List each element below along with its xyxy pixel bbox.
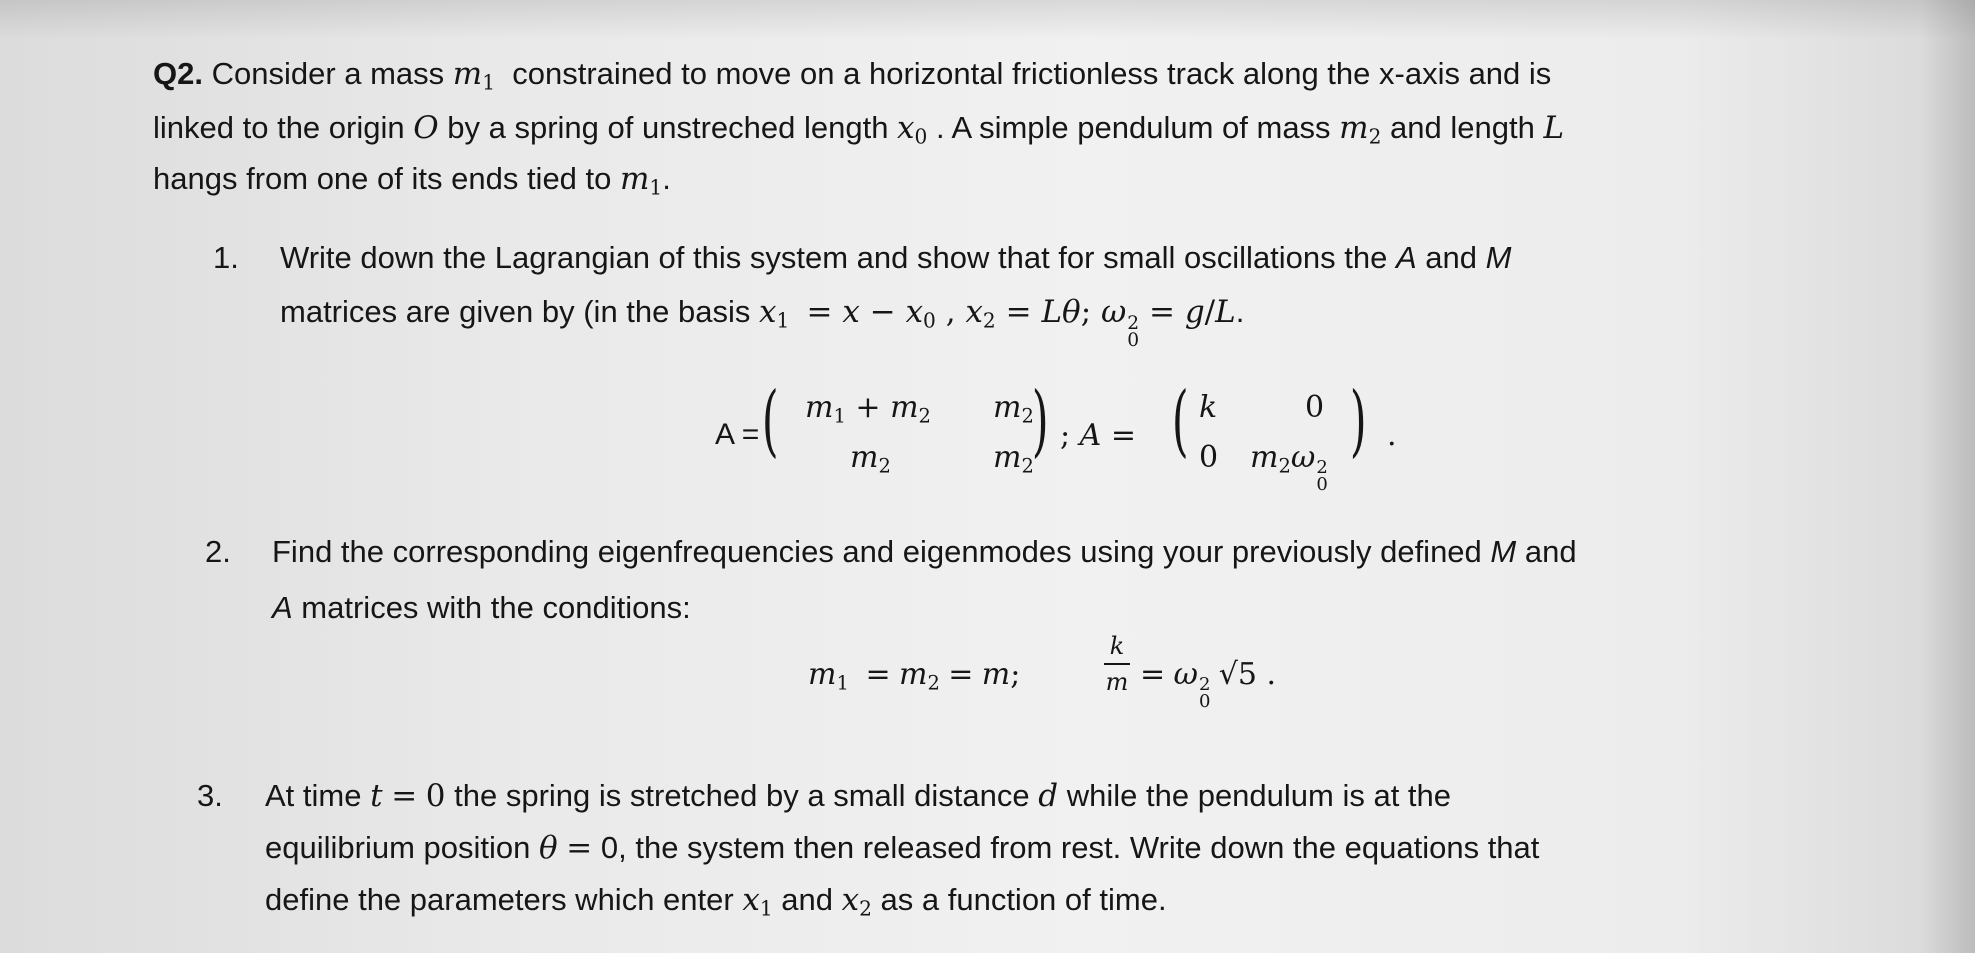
- part-3-number: 3.: [197, 778, 223, 813]
- question-label: Q2.: [153, 56, 203, 91]
- right-paren: ): [1349, 376, 1367, 466]
- part-3-line-2: equilibrium position θ = 0, the system then released from rest. Write down the equations that: [265, 830, 1540, 866]
- question-intro-line-1: Q2. Consider a mass $m_1$ constrained to move on a horizontal frictionless track along the x-axis and is: [153, 56, 1552, 95]
- matrix-cell-12: $m_2$: [993, 390, 1034, 428]
- left-paren: (: [761, 376, 779, 466]
- page-shadow: [0, 0, 1975, 40]
- fraction-k-over-m: k m: [1105, 632, 1129, 696]
- part-1-line-2: matrices are given by (in the basis $x_1 = x - x_0$ , $x_2 = L\theta$; ω 2 0 = g/L.: [280, 294, 1245, 352]
- right-paren: ): [1031, 376, 1049, 466]
- part-3-line-1: At time t = 0 the spring is stretched by a small distance d while the pendulum is at the: [265, 778, 1452, 814]
- matrix-separator: ; A =: [1060, 418, 1137, 453]
- part-2-number: 2.: [205, 534, 231, 569]
- matrix-b-cell-12: 0: [1305, 390, 1325, 425]
- part-1-number: 1.: [213, 240, 239, 275]
- question-intro-line-2: linked to the origin O by a spring of unstreched length $x_0$ . A simple pendulum of mass $m_2$ and length L: [153, 110, 1565, 149]
- matrix-cell-11: $m_1 + m_2$: [805, 390, 931, 428]
- matrix-period: .: [1387, 418, 1397, 453]
- part-1-line-1: Write down the Lagrangian of this system and show that for small oscillations the A and M: [280, 240, 1512, 275]
- matrix-cell-21: $m_2$: [850, 440, 891, 478]
- matrix-equation: [715, 376, 1415, 496]
- conditions-equation: $m_1 = m_2 = m$;: [808, 657, 1021, 695]
- question-intro-line-3: hangs from one of its ends tied to $m_1$.: [153, 161, 671, 200]
- part-3-line-3: define the parameters which enter $x_1$ and $x_2$ as a function of time.: [265, 882, 1167, 921]
- matrix-cell-22: $m_2$: [993, 440, 1034, 478]
- matrix-b-cell-21: 0: [1199, 440, 1219, 475]
- matrix-label-a: A =: [715, 418, 760, 451]
- matrix-b-cell-22: $m_2\omega$ 2 0: [1250, 440, 1328, 496]
- part-2-line-2: A matrices with the conditions:: [272, 590, 691, 625]
- matrix-b-cell-11: k: [1199, 390, 1218, 425]
- conditions-equation-rhs: = ω 2 0 √5 .: [1140, 657, 1277, 713]
- page-edge-shadow: [1920, 0, 1975, 953]
- part-2-line-1: Find the corresponding eigenfrequencies and eigenmodes using your previously defined M and: [272, 534, 1577, 569]
- left-paren: (: [1171, 376, 1189, 466]
